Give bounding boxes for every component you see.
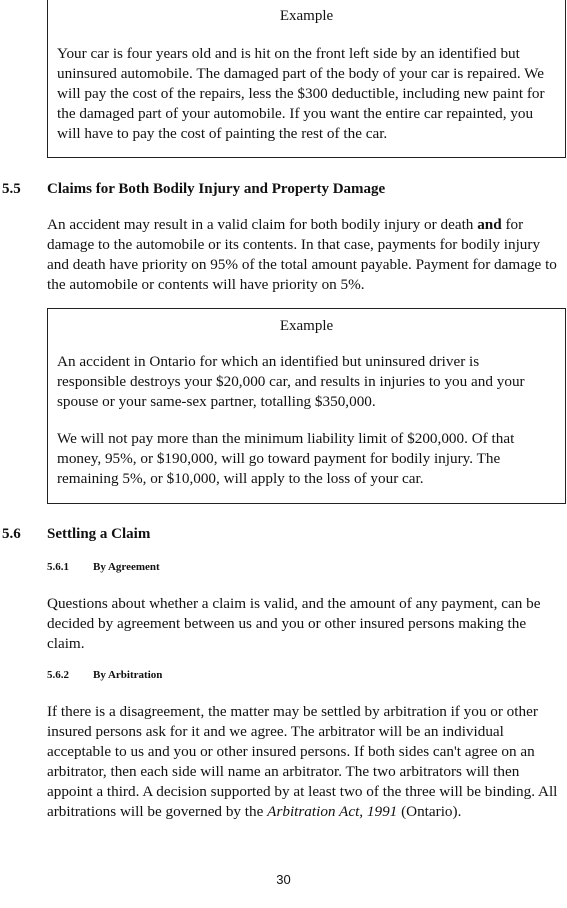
subsection-heading: By Arbitration — [93, 669, 163, 681]
example-title: Example — [279, 8, 334, 24]
section-paragraph: An accident may result in a valid claim for both bodily injury or death and for damage to the automobile or its contents. In that case, payments for bodily injury and death have priority on 95% of the total amount payable. Payment for damage to the automobile or contents will have priority on 5%. — [47, 216, 557, 293]
section-heading: Settling a Claim — [47, 526, 151, 542]
section-number: 5.6 — [2, 526, 21, 542]
example-box-1 — [47, 0, 566, 158]
section-number: 5.5 — [2, 181, 21, 197]
example-paragraph: We will not pay more than the minimum liability limit of $200,000. Of that money, 95%, or $190,000, will go toward payment for bodily injury. The remaining 5%, or $10,000, will apply to the loss of your car. — [57, 430, 515, 487]
subsection-paragraph: Questions about whether a claim is valid, and the amount of any payment, can be decided by agreement between us and you or other insured persons making the claim. — [47, 595, 541, 652]
subsection-heading: By Agreement — [93, 561, 160, 573]
subsection-number: 5.6.1 — [47, 561, 69, 573]
example-text: Your car is four years old and is hit on the front left side by an identified but uninsured automobile. The damaged part of the body of your car is repaired. We will pay the cost of the repairs, less the $300 deductible, including new paint for the damaged part of your automobile. If you want the entire car repainted, you will have to pay the cost of painting the rest of the car. — [57, 45, 545, 142]
example-title: Example — [279, 318, 334, 334]
section-heading: Claims for Both Bodily Injury and Property Damage — [47, 181, 386, 197]
example-paragraph: An accident in Ontario for which an identified but uninsured driver is responsible destroys your $20,000 car, and results in injuries to you and your spouse or your same-sex partner, totalling $350,000. — [57, 353, 525, 410]
act-title: Arbitration Act, 1991 — [267, 803, 398, 820]
bold-emphasis: and — [477, 216, 502, 233]
subsection-paragraph: If there is a disagreement, the matter may be settled by arbitration if you or other insured persons ask for it and we agree. The arbitrator will be an individual acceptable to us and you or other insured persons. If both sides can't agree on an arbitrator, then each side will name an arbitrator. The two arbitrators will then appoint a third. A decision supported by at least two of the three will be binding. All arbitrations will be governed by the Arbitration Act, 1991 (Ontario). — [47, 703, 558, 820]
example-box-2 — [47, 308, 566, 504]
subsection-number: 5.6.2 — [47, 669, 69, 681]
page-number: 30 — [276, 872, 291, 887]
